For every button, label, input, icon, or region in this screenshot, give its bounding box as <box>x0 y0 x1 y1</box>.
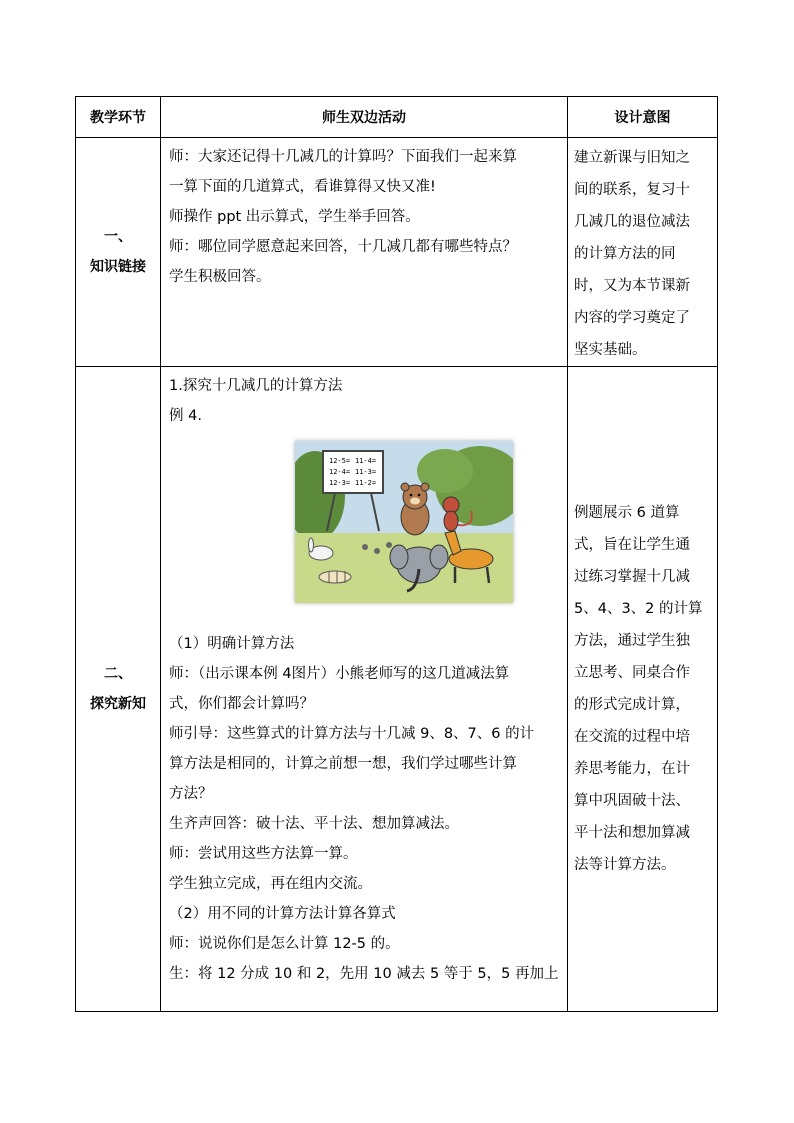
activity-line: 师操作 ppt 出示算式，学生举手回答。 <box>169 209 420 225</box>
activity-line: 师：（出示课本例 4图片）小熊老师写的这几道减法算 <box>169 666 510 682</box>
intent-line: 平十法和想加算减 <box>574 825 690 841</box>
intent-line: 坚实基础。 <box>574 342 647 358</box>
header-intent: 设计意图 <box>568 97 718 138</box>
header-activity: 师生双边活动 <box>161 97 568 138</box>
activity-line: 生：将 12 分成 10 和 2，先用 10 减去 5 等于 5，5 再加上 <box>169 966 559 982</box>
header-stage: 教学环节 <box>76 97 161 138</box>
intent-cell <box>568 138 718 367</box>
activity-line: 方法？ <box>169 786 213 802</box>
intent-line: 5、4、3、2 的计算 <box>574 601 703 617</box>
stage-number: 二、 <box>104 666 132 682</box>
intent-line: 的形式完成计算， <box>574 697 690 713</box>
activity-line: 师引导：这些算式的计算方法与十几减 9、8、7、6 的计 <box>169 726 535 742</box>
activity-line: 例 4. <box>169 408 202 424</box>
board-formula: 12-5= <box>329 457 351 465</box>
activity-cell <box>161 367 568 1012</box>
intent-line: 的计算方法的同 <box>574 246 676 262</box>
intent-line: 建立新课与旧知之 <box>574 150 690 166</box>
board-formula: 12-4= <box>329 468 351 476</box>
intent-line: 法等计算方法。 <box>574 857 676 873</box>
intent-line: 在交流的过程中培 <box>574 729 690 745</box>
activity-line: 学生独立完成，再在组内交流。 <box>169 876 372 892</box>
board-formula: 12-3= <box>329 479 351 487</box>
table-row <box>76 138 718 367</box>
animals-classroom-illustration <box>295 441 513 603</box>
intent-line: 算中巩固破十法、 <box>574 793 690 809</box>
activity-line: （2）用不同的计算方法计算各算式 <box>169 906 396 922</box>
activity-line: 1.探究十几减几的计算方法 <box>169 378 343 394</box>
activity-line: 师：大家还记得十几减几的计算吗？下面我们一起来算 <box>169 149 517 165</box>
activity-line: 学生积极回答。 <box>169 269 271 285</box>
intent-line: 几减几的退位减法 <box>574 214 690 230</box>
activity-line: 师：哪位同学愿意起来回答，十几减几都有哪些特点？ <box>169 239 517 255</box>
intent-line: 式，旨在让学生通 <box>574 537 690 553</box>
activity-line: 式，你们都会计算吗？ <box>169 696 314 712</box>
activity-line: 生齐声回答：破十法、平十法、想加算减法。 <box>169 816 459 832</box>
lesson-plan-table <box>75 96 718 1012</box>
intent-line: 时，又为本节课新 <box>574 278 690 294</box>
board-formula: 11-2= <box>355 479 377 487</box>
intent-line: 例题展示 6 道算 <box>574 505 680 521</box>
activity-cell <box>161 138 568 367</box>
activity-line: （1）明确计算方法 <box>169 636 295 652</box>
intent-line: 过练习掌握十几减 <box>574 569 690 585</box>
stage-number: 一、 <box>104 229 132 245</box>
intent-line: 养思考能力，在计 <box>574 761 690 777</box>
example-illustration <box>295 441 513 603</box>
stage-title: 探究新知 <box>90 696 146 712</box>
intent-cell <box>568 367 718 1012</box>
activity-line: 师：说说你们是怎么计算 12-5 的。 <box>169 936 400 952</box>
stage-cell <box>76 367 161 1012</box>
intent-line: 立思考、同桌合作 <box>574 665 690 681</box>
table-row <box>76 367 718 1012</box>
table-header-row <box>76 97 718 138</box>
stage-title: 知识链接 <box>90 259 146 275</box>
board-formula: 11-4= <box>355 457 377 465</box>
activity-line: 师：尝试用这些方法算一算。 <box>169 846 358 862</box>
intent-line: 方法，通过学生独 <box>574 633 690 649</box>
intent-line: 间的联系，复习十 <box>574 182 690 198</box>
activity-line: 一算下面的几道算式，看谁算得又快又准! <box>169 179 436 195</box>
stage-cell <box>76 138 161 367</box>
intent-line: 内容的学习奠定了 <box>574 310 690 326</box>
board-formula: 11-3= <box>355 468 377 476</box>
activity-line: 算方法是相同的，计算之前想一想，我们学过哪些计算 <box>169 756 517 772</box>
